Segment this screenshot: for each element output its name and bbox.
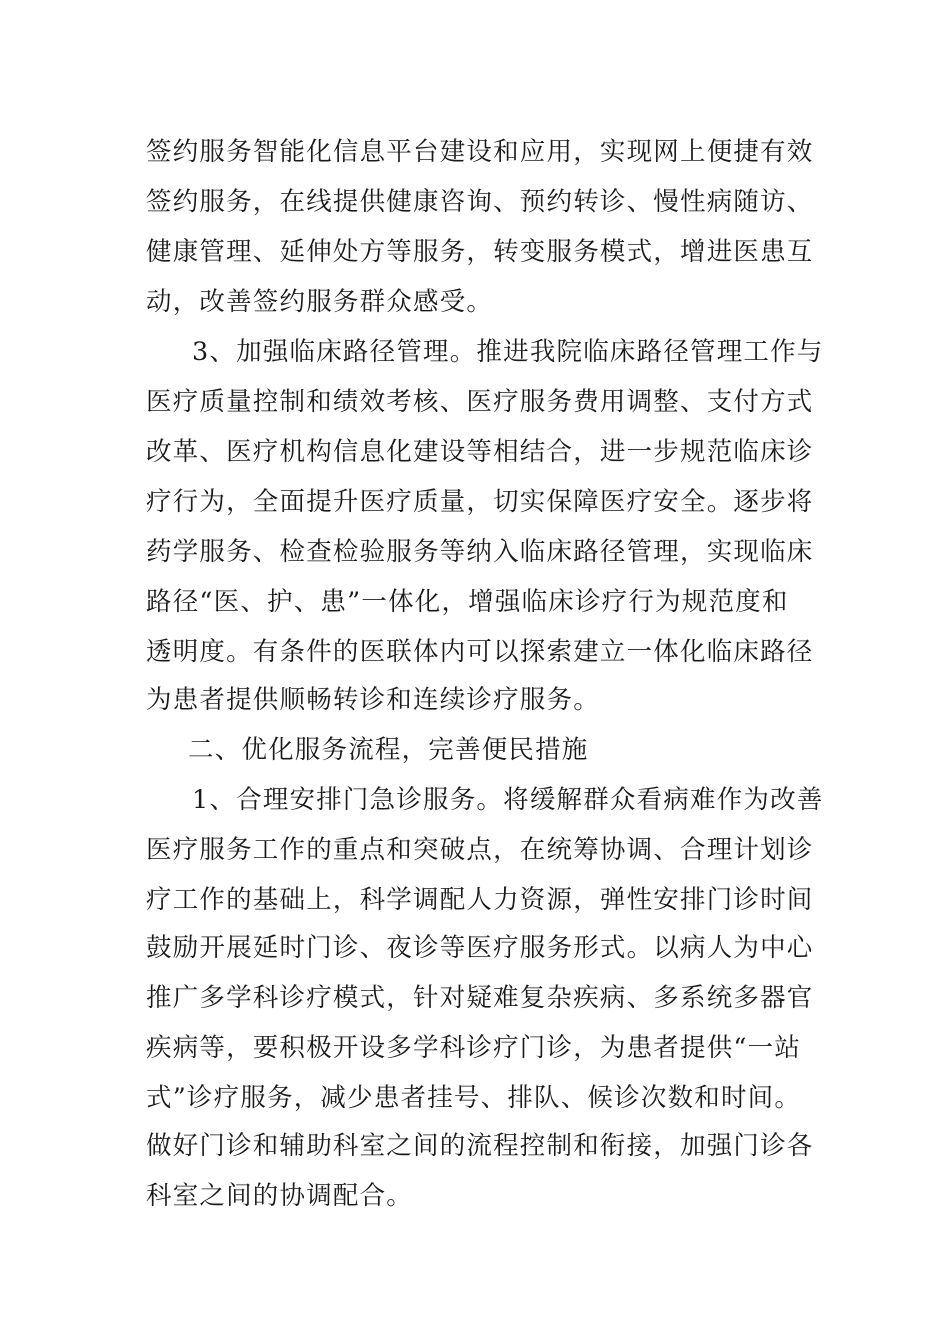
text-line: 疾病等，要积极开设多学科诊疗门诊，为患者提供“一站	[146, 1033, 802, 1063]
text-line: 签约服务，在线提供健康咨询、预约转诊、慢性病随访、	[146, 187, 814, 217]
text-line: 疗行为，全面提升医疗质量，切实保障医疗安全。逐步将	[146, 487, 814, 517]
text-line: 透明度。有条件的医联体内可以探索建立一体化临床路径	[146, 637, 814, 667]
text-line: 健康管理、延伸处方等服务，转变服务模式，增进医患互	[146, 237, 814, 267]
section-1-heading: 1、合理安排门急诊服务。将缓解群众看病难作为改善	[192, 785, 824, 815]
text-line: 路径“医、护、患”一体化，增强临床诊疗行为规范度和	[146, 587, 789, 617]
text-line: 医疗质量控制和绩效考核、医疗服务费用调整、支付方式	[146, 387, 814, 417]
text-line: 签约服务智能化信息平台建设和应用，实现网上便捷有效	[146, 137, 814, 167]
text-line: 为患者提供顺畅转诊和连续诊疗服务。	[146, 685, 600, 715]
section-3-heading: 3、加强临床路径管理。推进我院临床路径管理工作与	[192, 337, 824, 367]
section-2-heading: 二、优化服务流程，完善便民措施	[188, 735, 589, 765]
text-line: 药学服务、检查检验服务等纳入临床路径管理，实现临床	[146, 537, 814, 567]
text-line: 动，改善签约服务群众感受。	[146, 287, 494, 317]
text-line: 做好门诊和辅助科室之间的流程控制和衔接，加强门诊各	[146, 1131, 814, 1161]
text-line: 医疗服务工作的重点和突破点，在统筹协调、合理计划诊	[146, 835, 814, 865]
text-line: 科室之间的协调配合。	[146, 1181, 414, 1211]
text-line: 推广多学科诊疗模式，针对疑难复杂疾病、多系统多器官	[146, 983, 814, 1013]
text-line: 疗工作的基础上，科学调配人力资源，弹性安排门诊时间	[146, 885, 814, 915]
text-line: 改革、医疗机构信息化建设等相结合，进一步规范临床诊	[146, 437, 814, 467]
text-line: 鼓励开展延时门诊、夜诊等医疗服务形式。以病人为中心	[146, 933, 814, 963]
text-line: 式”诊疗服务，减少患者挂号、排队、候诊次数和时间。	[146, 1083, 802, 1113]
